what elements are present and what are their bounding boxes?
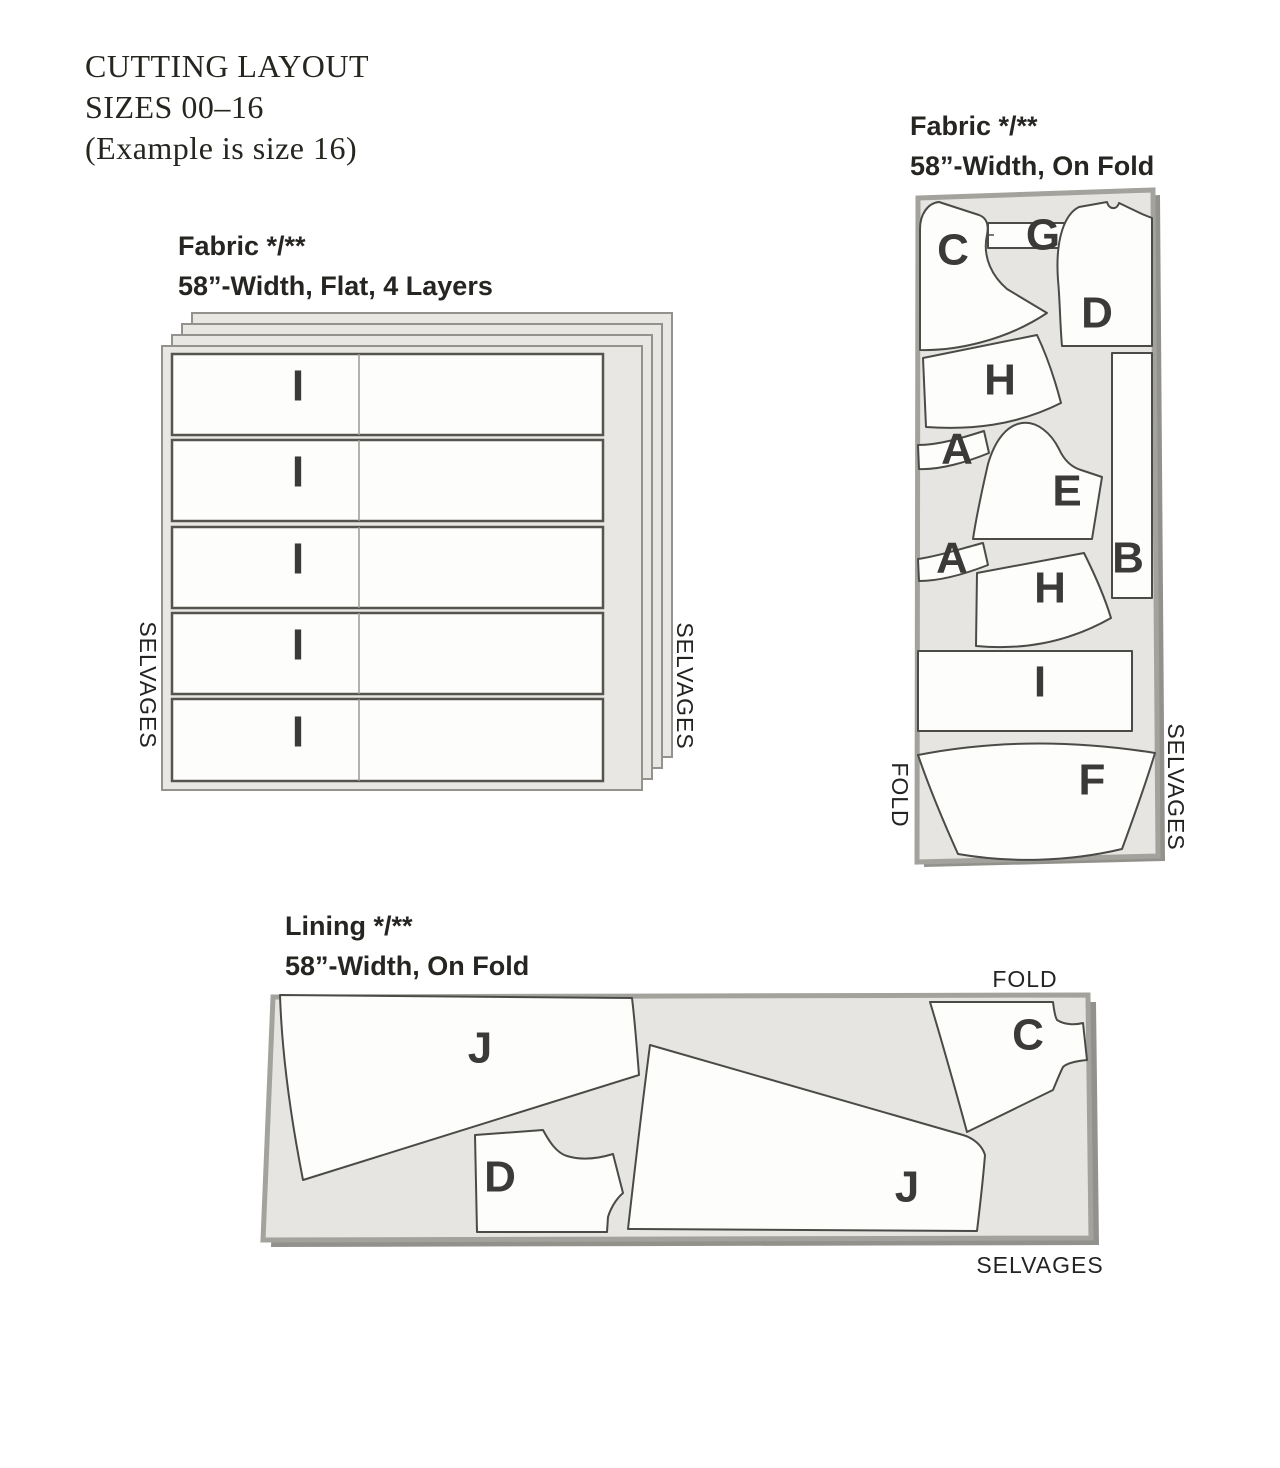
cut-strip <box>172 699 603 781</box>
fabric-fold-label <box>910 106 1154 186</box>
piece-label: A <box>941 424 973 474</box>
piece-label: C <box>937 225 969 275</box>
page-title <box>85 46 369 169</box>
fabric-fold-label-line1: Fabric */** <box>910 111 1038 141</box>
cut-strip <box>172 613 603 694</box>
lining-label-line1: Lining */** <box>285 911 413 941</box>
selvages-label-right: SELVAGES <box>672 622 698 750</box>
selvages-label: SELVAGES <box>1163 723 1189 851</box>
fabric-flat-label-line2: 58”-Width, Flat, 4 Layers <box>178 271 493 301</box>
fabric-fold-label-line2: 58”-Width, On Fold <box>910 151 1155 181</box>
piece-label: H <box>1034 563 1066 613</box>
strip-row-1 <box>172 354 603 435</box>
lining-label-line2: 58”-Width, On Fold <box>285 951 530 981</box>
piece-label-i: I <box>291 447 305 497</box>
piece-label-i: I <box>291 361 305 411</box>
fabric-flat-diagram <box>130 300 700 800</box>
title-line-1: CUTTING LAYOUT <box>85 48 370 84</box>
piece-I-outline <box>918 651 1132 731</box>
piece-label: E <box>1052 466 1082 516</box>
piece-label: D <box>484 1152 516 1202</box>
fabric-flat-label <box>178 226 493 306</box>
selvages-label: SELVAGES <box>976 1252 1104 1278</box>
piece-label: D <box>1081 288 1113 338</box>
strip-row-5 <box>172 699 603 781</box>
fold-label: FOLD <box>887 762 913 828</box>
lining-diagram <box>255 965 1115 1285</box>
fabric-fold-diagram <box>880 185 1190 885</box>
cut-strip <box>172 440 603 521</box>
piece-label: B <box>1112 533 1144 583</box>
cut-strip <box>172 354 603 435</box>
piece-label: G <box>1025 210 1061 260</box>
fold-label: FOLD <box>992 966 1058 992</box>
piece-label: I <box>1033 657 1047 707</box>
strip-row-3 <box>172 527 603 608</box>
piece-F-outline <box>918 743 1155 859</box>
piece-label: H <box>984 355 1016 405</box>
piece-label-i: I <box>291 620 305 670</box>
fabric-flat-label-line1: Fabric */** <box>178 231 306 261</box>
cut-strip <box>172 527 603 608</box>
strip-row-4 <box>172 613 603 694</box>
piece-label: C <box>1012 1010 1044 1060</box>
piece-label: F <box>1078 755 1106 805</box>
strip-row-2 <box>172 440 603 521</box>
piece-label-i: I <box>291 707 305 757</box>
piece-label: J <box>467 1023 493 1073</box>
selvages-label-left: SELVAGES <box>135 621 161 749</box>
title-line-3: (Example is size 16) <box>85 130 358 166</box>
piece-label-i: I <box>291 534 305 584</box>
piece-label: J <box>894 1162 920 1212</box>
title-line-2: SIZES 00–16 <box>85 89 264 125</box>
piece-label: A <box>936 533 968 583</box>
